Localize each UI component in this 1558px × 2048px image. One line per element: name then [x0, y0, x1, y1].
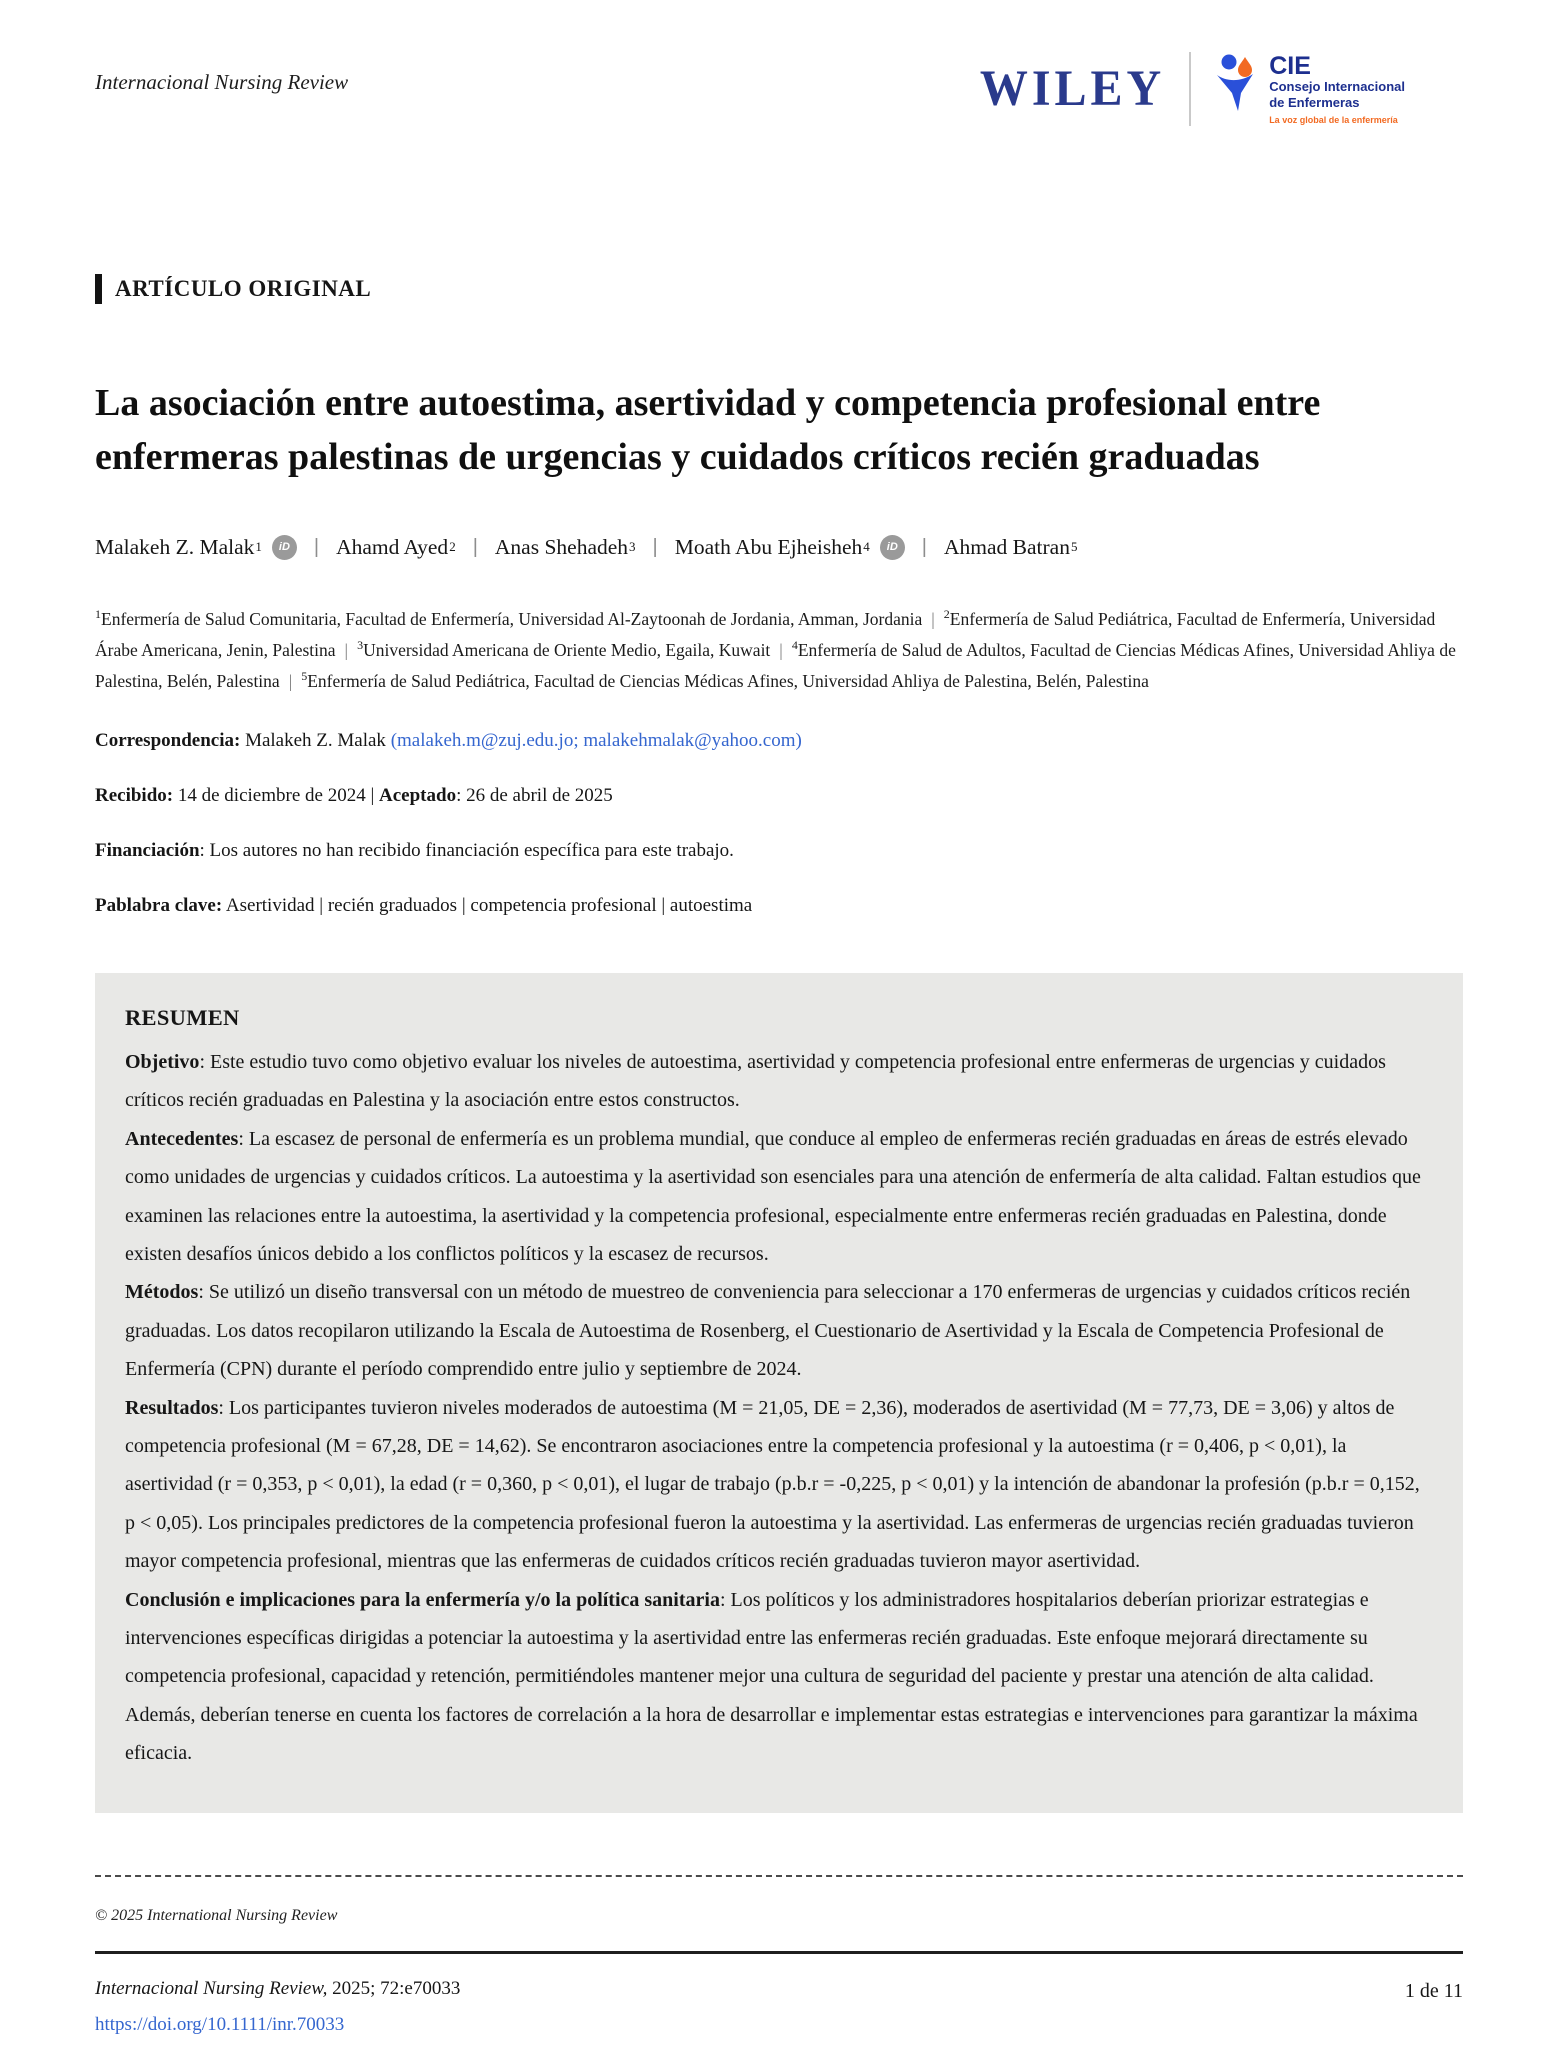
correspondence-label: Correspondencia: — [95, 730, 241, 752]
keywords-line — [95, 895, 1463, 917]
page-footer — [95, 1978, 1463, 2036]
author-name: Ahmad Batran — [943, 534, 1070, 559]
dashed-divider — [95, 1875, 1463, 1877]
author-name: Malakeh Z. Malak — [95, 534, 255, 559]
affiliation-text: Enfermería de Salud Pediátrica, Facultad de Enfermería, Universidad Árabe Americana, Jenin, Palestina — [95, 608, 1436, 660]
affiliation-text: Enfermería de Salud Comunitaria, Facultad de Enfermería, Universidad Al-Zaytoonah de Jordania, Amman, Jordania — [101, 608, 923, 629]
article-type-label: ARTÍCULO ORIGINAL — [115, 276, 372, 301]
logo-divider — [1189, 52, 1191, 126]
author-separator: | — [472, 535, 478, 558]
accepted-value: : 26 de abril de 2025 — [456, 785, 613, 807]
funding-label: Financiación — [95, 840, 200, 862]
copyright-line: © 2025 International Nursing Review — [95, 1906, 338, 1924]
author-separator: | — [313, 535, 320, 558]
orcid-icon[interactable]: iD — [880, 535, 905, 560]
affiliation-text: Enfermería de Salud Pediátrica, Facultad de Ciencias Médicas Afines, Universidad Ahliya de Palestina, Belén, Palestina — [307, 670, 1149, 691]
article-type-bar — [95, 274, 102, 304]
abstract-paragraph — [125, 1581, 1433, 1773]
cie-name-line2: de Enfermeras — [1269, 94, 1360, 110]
cie-tagline: La voz global de la enfermería — [1269, 115, 1398, 126]
affiliation-text: Enfermería de Salud de Adultos, Facultad de Ciencias Médicas Afines, Universidad Ahliya de Palestina, Belén, Palestina — [95, 639, 1456, 691]
article-type-badge — [95, 274, 1463, 304]
affiliation-sup: 5 — [301, 669, 308, 684]
masthead — [95, 52, 1463, 126]
cie-person-flame-icon — [1215, 53, 1259, 115]
received-label: Recibido: — [95, 785, 174, 807]
affiliation-sup: 3 — [357, 637, 364, 652]
correspondence-name: Malakeh Z. Malak — [240, 730, 391, 752]
journal-reference — [95, 1978, 460, 2000]
affiliation-sup: 4 — [791, 637, 798, 652]
abstract-paragraph — [125, 1120, 1433, 1274]
author-name: Moath Abu Ejheisheh — [674, 534, 863, 559]
funding-line — [95, 840, 1463, 862]
affiliation-text: Universidad Americana de Oriente Medio, Egaila, Kuwait — [363, 639, 771, 660]
abstract-paragraph-label: Objetivo — [125, 1051, 200, 1074]
abstract-paragraph-label: Métodos — [125, 1281, 199, 1304]
author: Ahamd Ayed 2 — [336, 534, 456, 559]
author: Ahmad Batran 5 — [943, 534, 1078, 559]
affiliations — [95, 604, 1463, 697]
abstract-heading: RESUMEN — [125, 1005, 240, 1031]
affiliation-sup: 1 — [95, 606, 101, 621]
author-list — [95, 535, 1463, 560]
publisher-logos — [980, 52, 1405, 126]
wiley-logo: WILEY — [979, 60, 1166, 117]
journal-reference-details: 2025; 72:e70033 — [327, 1977, 461, 1999]
funding-value: : Los autores no han recibido financiación específica para este trabajo. — [199, 840, 734, 862]
meta-separator: | — [370, 785, 380, 807]
affiliation-sup: 2 — [943, 606, 950, 621]
author: Moath Abu Ejheisheh 4 iD — [675, 535, 905, 560]
abstract-paragraph-text: : Este estudio tuvo como objetivo evaluar los niveles de autoestima, asertividad y competencia profesional entre enfermeras de urgencias y cuidados críticos recién graduadas en Palestina y la asociación entre estos constructos. — [125, 1051, 1386, 1112]
page-number: 1 de 11 — [1404, 1979, 1463, 2002]
cie-text-block — [1269, 53, 1405, 125]
received-accepted-line — [95, 785, 1463, 807]
journal-name: Internacional Nursing Review — [95, 70, 349, 94]
affiliation-separator: | — [931, 608, 935, 629]
solid-divider — [95, 1951, 1463, 1954]
citation-block — [95, 1978, 460, 2036]
correspondence-line — [95, 730, 1463, 752]
abstract-paragraph-label: Resultados — [125, 1396, 219, 1419]
abstract-paragraph — [125, 1273, 1433, 1388]
journal-reference-name: Internacional Nursing Review, — [95, 1977, 328, 1999]
author: Anas Shehadeh 3 — [494, 534, 636, 559]
abstract-paragraph-text: : Los participantes tuvieron niveles moderados de autoestima (M = 21,05, DE = 2,36), moderados de asertividad (M = 77,73, DE = 3,06) y altos de competencia profesional (M = 67,28, DE = 14,62). Se encontraron asociaciones entre la competencia profesional y la autoestima (r = 0,406, p < 0,01), la asertividad (r = 0,353, p < 0,01), la edad (r = 0,360, p < 0,01), el lugar de trabajo (p.b.r = -0,225, p < 0,01) y la intención de abandonar la profesión (p.b.r = 0,152, p < 0,05). Los principales predictores de la competencia profesional fueron la autoestima y la asertividad. Las enfermeras de urgencias recién graduadas tuvieron mayor competencia profesional, mientras que las enfermeras de cuidados críticos recién graduadas tuvieron mayor asertividad. — [125, 1396, 1420, 1573]
cie-logo — [1215, 53, 1405, 125]
accepted-label: Aceptado — [379, 785, 457, 807]
keywords-value: Asertividad | recién graduados | competencia profesional | autoestima — [222, 895, 753, 917]
correspondence-email-link[interactable]: (malakeh.m@zuj.edu.jo; malakehmalak@yahoo.com) — [390, 730, 802, 752]
article-title: La asociación entre autoestima, asertividad y competencia profesional entre enfermeras palestinas de urgencias y cuidados críticos recién graduadas — [95, 382, 1321, 479]
received-value: 14 de diciembre de 2024 — [173, 785, 371, 807]
abstract-paragraph-text: : Se utilizó un diseño transversal con un método de muestreo de conveniencia para seleccionar a 170 enfermeras de urgencias y cuidados críticos recién graduadas. Los datos recopilaron utilizando la Escala de Autoestima de Rosenberg, el Cuestionario de Asertividad y la Escala de Competencia Profesional de Enfermería (CPN) durante el período comprendido entre julio y septiembre de 2024. — [125, 1281, 1411, 1381]
author-name: Ahamd Ayed — [336, 534, 449, 559]
abstract-paragraph-text: : La escasez de personal de enfermería es un problema mundial, que conduce al empleo de enfermeras recién graduadas en áreas de estrés elevado como unidades de urgencias y cuidados críticos. La autoestima y la asertividad son esenciales para una atención de enfermería de alta calidad. Faltan estudios que examinen las relaciones entre la autoestima, la asertividad y la competencia profesional, especialmente entre enfermeras recién graduadas en Palestina, donde existen desafíos únicos debido a los conflictos políticos y la escasez de recursos. — [125, 1127, 1421, 1266]
abstract-paragraph — [125, 1389, 1433, 1581]
author-separator: | — [921, 535, 927, 558]
affiliation-separator: | — [288, 670, 293, 691]
doi-link[interactable]: https://doi.org/10.1111/inr.70033 — [95, 2013, 345, 2035]
abstract-box — [95, 973, 1463, 1812]
affiliation-separator: | — [779, 639, 783, 660]
author-name: Anas Shehadeh — [494, 534, 629, 559]
cie-acronym: CIE — [1269, 51, 1311, 80]
author: Malakeh Z. Malak 1 iD — [95, 535, 297, 560]
abstract-paragraph-label: Antecedentes — [125, 1127, 239, 1150]
keywords-label: Pablabra clave: — [95, 895, 223, 917]
author-separator: | — [652, 535, 658, 558]
abstract-paragraph — [125, 1043, 1433, 1120]
affiliation-separator: | — [344, 639, 349, 660]
cie-name-line1: Consejo Internacional — [1269, 79, 1405, 95]
abstract-paragraph-text: : Los políticos y los administradores hospitalarios deberían priorizar estrategias e intervenciones específicas dirigidas a potenciar la autoestima y la asertividad entre las enfermeras recién graduadas. Este enfoque mejorará directamente su competencia profesional, capacidad y retención, permitiéndoles mantener mejor una cultura de seguridad del paciente y prestar una atención de alta calidad. Además, deberían tenerse en cuenta los factores de correlación a la hora de desarrollar e implementar estas estrategias e intervenciones para garantizar la máxima eficacia. — [125, 1588, 1418, 1765]
orcid-icon[interactable]: iD — [272, 535, 297, 560]
abstract-paragraph-label: Conclusión e implicaciones para la enfermería y/o la política sanitaria — [125, 1588, 720, 1611]
